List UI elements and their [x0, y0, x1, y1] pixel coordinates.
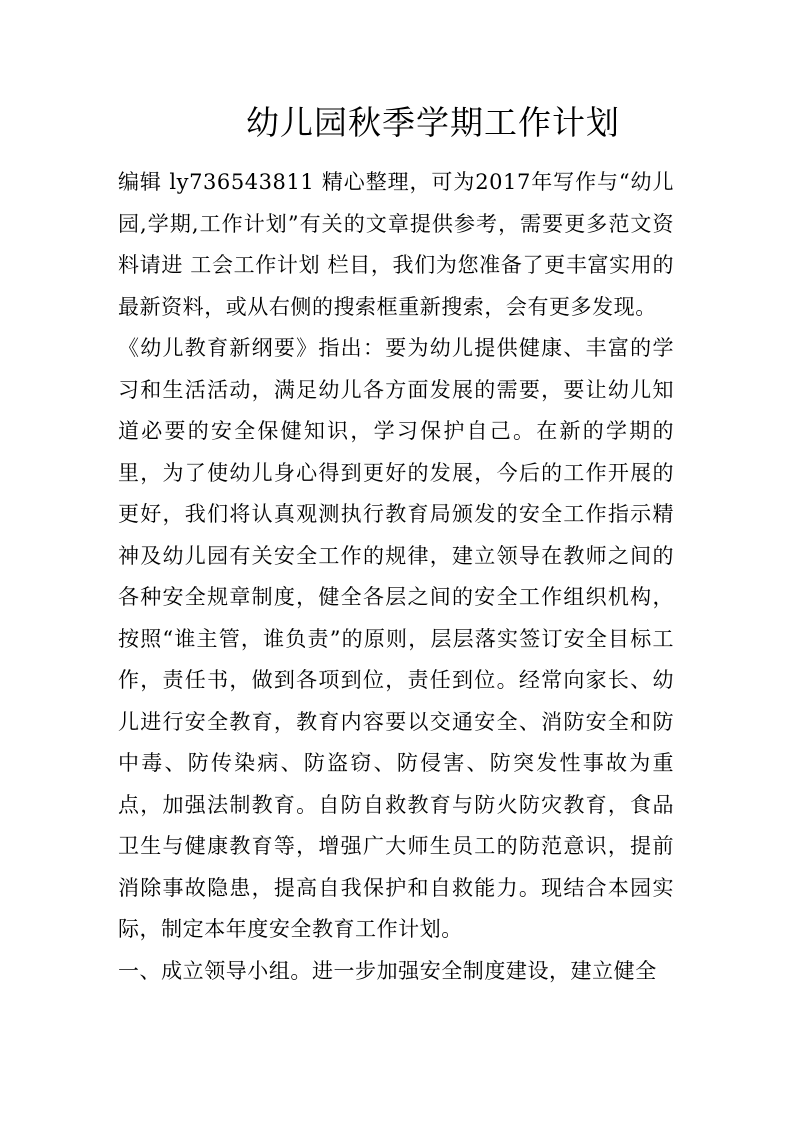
document-body	[118, 162, 674, 992]
intro-paragraph: 编辑 ly736543811 精心整理，可为2017年写作与“幼儿园,学期,工作计划”有关的文章提供参考，需要更多范文资料请进 工会工作计划 栏目，我们为您准备了更丰富实用的最新资料，或从右侧的搜索框重新搜索，会有更多发现。	[118, 170, 674, 319]
body-paragraph: 《幼儿教育新纲要》指出：要为幼儿提供健康、丰富的学习和生活活动，满足幼儿各方面发展的需要，要让幼儿知道必要的安全保健知识，学习保护自己。在新的学期的里，为了使幼儿身心得到更好的发展，今后的工作开展的更好，我们将认真观测执行教育局颁发的安全工作指示精神及幼儿园有关安全工作的规律，建立领导在教师之间的各种安全规章制度，健全各层之间的安全工作组织机构，按照“谁主管，谁负责”的原则，层层落实签订安全目标工作，责任书，做到各项到位，责任到位。经常向家长、幼儿进行安全教育，教育内容要以交通安全、消防安全和防中毒、防传染病、防盗窃、防侵害、防突发性事故为重点，加强法制教育。自防自救教育与防火防灾教育，食品卫生与健康教育等，增强广大师生员工的防范意识，提前消除事故隐患，提高自我保护和自救能力。现结合本园实际，制定本年度安全教育工作计划。	[118, 336, 674, 941]
document-title: 幼儿园秋季学期工作计划	[246, 103, 620, 142]
body-paragraph: 一、成立领导小组。进一步加强安全制度建设，建立健全	[118, 958, 657, 983]
